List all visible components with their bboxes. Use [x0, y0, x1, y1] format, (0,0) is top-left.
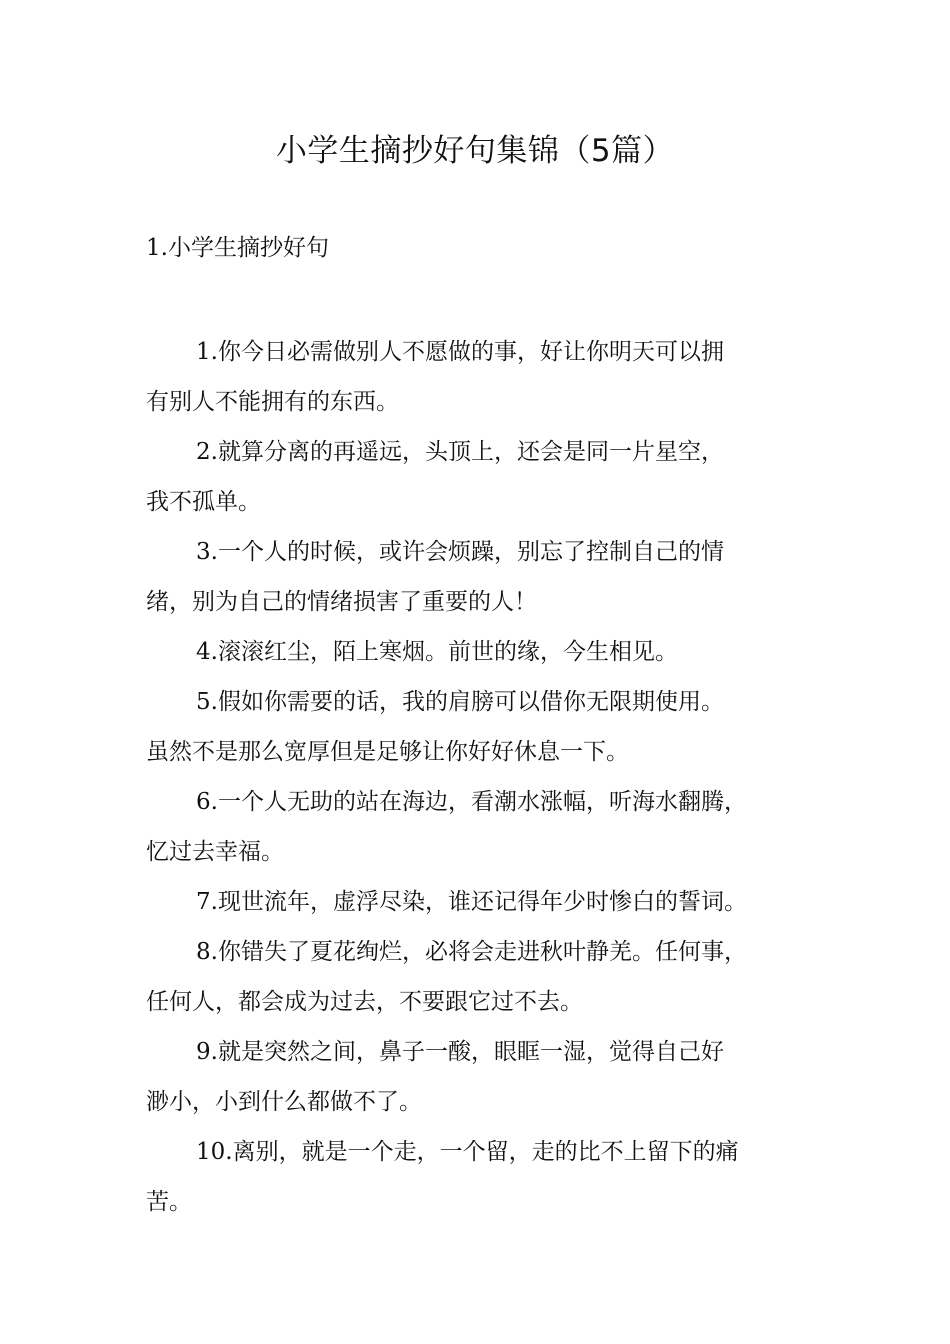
- quote-line: 5.假如你需要的话，我的肩膀可以借你无限期使用。: [196, 689, 724, 715]
- quote-item: [146, 327, 812, 427]
- quote-item: [146, 877, 812, 927]
- document-title: 小学生摘抄好句集锦（5篇）: [275, 133, 675, 169]
- quote-line: 我不孤单。: [146, 489, 261, 515]
- quote-item: [146, 427, 812, 527]
- quote-line: 绪，别为自己的情绪损害了重要的人！: [146, 589, 537, 615]
- quote-item: [146, 1027, 812, 1127]
- quote-line: 7.现世流年，虚浮尽染，谁还记得年少时惨白的誓词。: [196, 889, 747, 915]
- quote-item: [146, 527, 812, 627]
- quote-line: 任何人，都会成为过去，不要跟它过不去。: [146, 989, 583, 1015]
- section-heading: 1.小学生摘抄好句: [146, 235, 329, 261]
- quote-list: [146, 327, 812, 1227]
- quote-item: [146, 927, 812, 1027]
- quote-line: 10.离别，就是一个走，一个留，走的比不上留下的痛: [196, 1139, 739, 1165]
- quote-line: 3.一个人的时候，或许会烦躁，别忘了控制自己的情: [196, 539, 724, 565]
- quote-line: 有别人不能拥有的东西。: [146, 389, 399, 415]
- quote-line: 4.滚滚红尘，陌上寒烟。前世的缘，今生相见。: [196, 639, 678, 665]
- quote-item: [146, 777, 812, 877]
- quote-item: [146, 677, 812, 777]
- quote-line: 渺小，小到什么都做不了。: [146, 1089, 422, 1115]
- quote-line: 6.一个人无助的站在海边，看潮水涨幅，听海水翻腾，: [196, 789, 747, 815]
- quote-line: 苦。: [146, 1189, 192, 1215]
- quote-line: 8.你错失了夏花绚烂，必将会走进秋叶静羌。任何事，: [196, 939, 747, 965]
- quote-line: 9.就是突然之间，鼻子一酸，眼眶一湿，觉得自己好: [196, 1039, 724, 1065]
- quote-item: [146, 1127, 812, 1227]
- quote-line: 忆过去幸福。: [146, 839, 284, 865]
- quote-item: [146, 627, 812, 677]
- quote-line: 虽然不是那么宽厚但是足够让你好好休息一下。: [146, 739, 629, 765]
- quote-line: 1.你今日必需做别人不愿做的事，好让你明天可以拥: [196, 339, 724, 365]
- quote-line: 2.就算分离的再遥远，头顶上，还会是同一片星空，: [196, 439, 724, 465]
